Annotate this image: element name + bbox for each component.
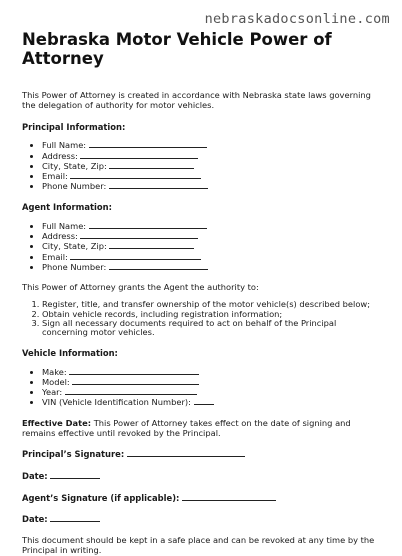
- principal-phone-number[interactable]: • Phone Number:: [42, 181, 384, 191]
- site-watermark: nebraskadocsonline.com: [204, 11, 390, 27]
- effective-date-paragraph: [22, 418, 384, 439]
- agent-signature-line[interactable]: Agent’s Signature (if applicable):: [22, 493, 384, 504]
- closing-paragraph: This document should be kept in a safe place and can be revoked at any time by the Principal in writing.: [22, 534, 375, 556]
- document-title: Nebraska Motor Vehicle Power of Attorney: [22, 30, 332, 68]
- authority-item: 3. Sign all necessary documents required to act on behalf of the Principal concerning motor vehicles.: [42, 319, 384, 337]
- agent-city-state-zip[interactable]: • City, State, Zip:: [42, 241, 384, 251]
- agent-date-line[interactable]: Date:: [22, 514, 384, 525]
- principal-email[interactable]: • Email:: [42, 171, 384, 181]
- vehicle-make[interactable]: • Make:: [42, 367, 384, 377]
- agent-phone-number[interactable]: • Phone Number:: [42, 262, 384, 272]
- agent-fields: [22, 221, 384, 272]
- principal-city-state-zip[interactable]: • City, State, Zip:: [42, 161, 384, 171]
- agent-address[interactable]: • Address:: [42, 231, 384, 241]
- principal-address[interactable]: • Address:: [42, 151, 384, 161]
- vehicle-heading: Vehicle Information:: [22, 348, 118, 359]
- vehicle-vin[interactable]: • VIN (Vehicle Identification Number):: [42, 397, 384, 407]
- authority-paragraph: This Power of Attorney grants the Agent the authority to:: [22, 282, 259, 293]
- vehicle-model[interactable]: • Model:: [42, 377, 384, 387]
- principal-full-name[interactable]: • Full Name:: [42, 140, 384, 150]
- principal-date-line[interactable]: Date:: [22, 471, 384, 482]
- agent-heading: Agent Information:: [22, 202, 112, 213]
- authority-list: [22, 300, 384, 337]
- authority-item: 2. Obtain vehicle records, including registration information;: [42, 310, 384, 319]
- principal-fields: [22, 140, 384, 191]
- document-page: [22, 30, 384, 556]
- principal-signature-line[interactable]: Principal’s Signature:: [22, 449, 384, 460]
- vehicle-fields: [22, 367, 384, 408]
- intro-paragraph: This Power of Attorney is created in accordance with Nebraska state laws governing the delegation of authority for motor vehicles.: [22, 90, 371, 111]
- effective-date-label: Effective Date:: [22, 417, 92, 428]
- agent-email[interactable]: • Email:: [42, 252, 384, 262]
- agent-full-name[interactable]: • Full Name:: [42, 221, 384, 231]
- authority-item: 1. Register, title, and transfer ownership of the motor vehicle(s) described below;: [42, 300, 384, 309]
- vehicle-year[interactable]: • Year:: [42, 387, 384, 397]
- principal-heading: Principal Information:: [22, 121, 126, 132]
- effective-date-text: This Power of Attorney takes effect on the date of signing and remains effective until revoked by the Principal.: [22, 417, 351, 439]
